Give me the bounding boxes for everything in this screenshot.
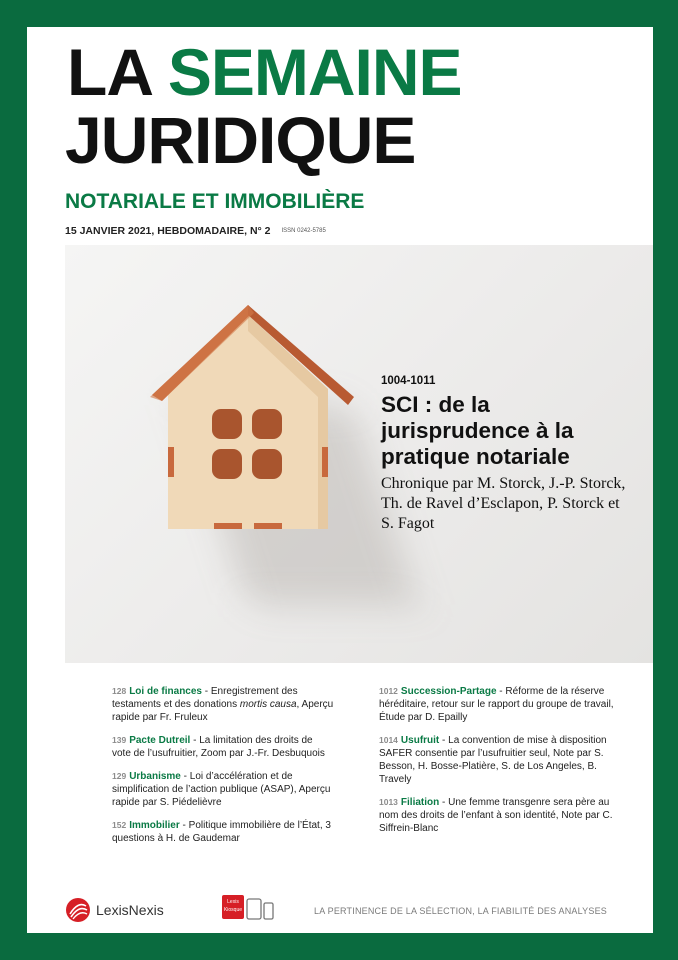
item-description: - La convention de mise à disposition SAFER consentie par l’usufruitier seul, Note par S. Besson, H. Bosse-Platière, S. de Los Angeles, B. Travely — [379, 735, 607, 785]
item-number: 1014 — [379, 735, 398, 745]
masthead-semaine: SEMAINE — [167, 35, 462, 109]
item-desc-italic: mortis causa — [239, 699, 297, 710]
issn: ISSN 0242-5785 — [281, 228, 326, 235]
item-number: 139 — [112, 735, 127, 745]
masthead-la: LA — [67, 35, 151, 109]
item-rubric: Immobilier — [129, 820, 180, 831]
lexisnexis-wordmark: LexisNexis — [96, 902, 164, 918]
summary-item — [112, 770, 334, 809]
item-number: 129 — [112, 771, 127, 781]
item-desc-part: - Enregistrement des testaments et des donations — [112, 686, 298, 710]
masthead-juridique: JURIDIQUE — [65, 103, 416, 177]
cover-story — [381, 375, 631, 534]
kiosque-line2: Kiosque — [223, 907, 243, 913]
summary-item — [379, 796, 619, 835]
cover-story-authors: Chronique par M. Storck, J.-P. Storck, Th. de Ravel d’Esclapon, P. Storck et S. Fagot — [381, 475, 626, 532]
summary-item — [112, 819, 334, 845]
lexisnexis-logo — [65, 897, 164, 923]
kiosque-line1: Lexis — [227, 899, 239, 905]
item-rubric: Filiation — [400, 797, 440, 808]
item-number: 152 — [112, 820, 127, 830]
summary-item — [112, 734, 334, 760]
item-rubric: Loi de finances — [129, 686, 202, 697]
item-description: - Réforme de la réserve héréditaire, retour sur le rapport du groupe de travail, Étude par D. Epailly — [379, 686, 614, 723]
devices-icon — [246, 897, 274, 921]
summary-item — [379, 685, 619, 724]
summary-item — [379, 734, 619, 786]
item-rubric: Pacte Dutreil — [129, 735, 191, 746]
summary-right-column — [379, 685, 619, 845]
issue-dateline — [65, 225, 326, 237]
wooden-house-illustration — [148, 297, 358, 547]
item-desc-part: , Aperçu rapide par Fr. Fruleux — [112, 699, 334, 723]
lexis-kiosque-badge — [222, 895, 244, 919]
lexisnexis-emblem-icon — [65, 897, 91, 923]
item-rubric: Succession-Partage — [400, 686, 497, 697]
item-rubric: Usufruit — [400, 735, 440, 746]
summary-item — [112, 685, 334, 724]
item-description: - Une femme transgenre sera père au nom des droits de l’enfant à son identité, Note par C. Siffrein-Blanc — [379, 797, 613, 834]
magazine-cover — [27, 27, 653, 933]
cover-story-title: SCI : de la jurisprudence à la pratique notariale — [381, 392, 574, 469]
summary-left-column — [112, 685, 334, 855]
cover-story-numbers: 1004-1011 — [381, 375, 436, 387]
item-number: 1012 — [379, 686, 398, 696]
item-number: 128 — [112, 686, 127, 696]
issue-date: 15 JANVIER 2021, HEBDOMADAIRE, N° 2 — [65, 225, 271, 237]
item-number: 1013 — [379, 797, 398, 807]
masthead-line1 — [67, 35, 462, 109]
item-description: - Politique immobilière de l’État, 3 questions à H. de Gaudemar — [112, 820, 331, 844]
masthead-subtitle: NOTARIALE ET IMMOBILIÈRE — [65, 190, 365, 213]
footer-tagline: LA PERTINENCE DE LA SÉLECTION, LA FIABILITÉ DES ANALYSES — [314, 906, 607, 916]
item-description: - La limitation des droits de vote de l’usufruitier, Zoom par J.-Fr. Desbuquois — [112, 735, 325, 759]
item-rubric: Urbanisme — [129, 771, 181, 782]
item-description: - Loi d’accélération et de simplification de l’action publique (ASAP), Aperçu rapide par S. Piédelièvre — [112, 771, 331, 808]
